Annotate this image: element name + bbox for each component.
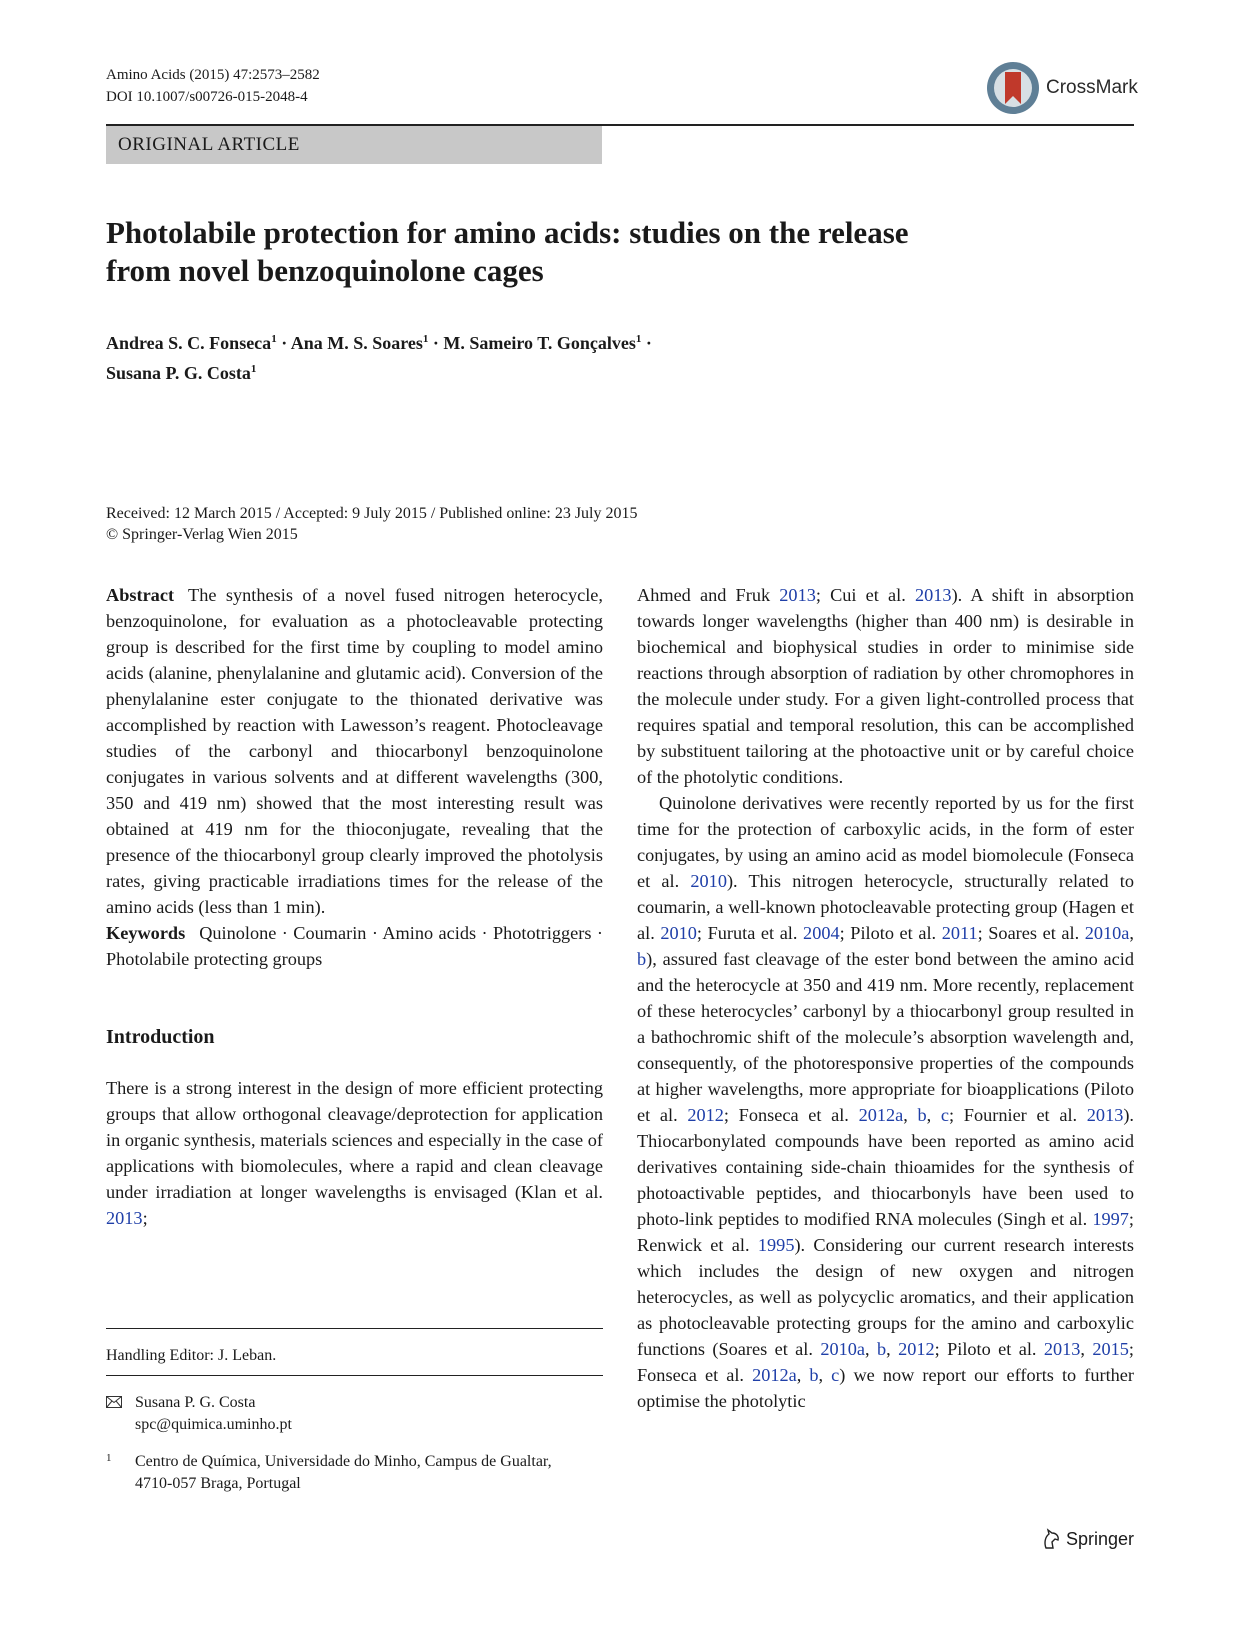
intro-paragraph-2 xyxy=(637,790,1134,1414)
body-text: , xyxy=(865,1339,877,1359)
citation-link[interactable]: 1997 xyxy=(1092,1209,1129,1229)
author-3[interactable]: M. Sameiro T. Gonçalves xyxy=(443,333,636,353)
affiliation-text: Centro de Química, Universidade do Minho, Campus de Gualtar, 4710-057 Braga, Portugal xyxy=(135,1453,552,1492)
crossmark-label: CrossMark xyxy=(1046,77,1138,98)
body-text: ), assured fast cleavage of the ester bond between the amino acid and the heterocycle at 350 and 419 nm. More recently, replacement of these heterocycles’ carbonyl by a thiocarbonyl group resulted in a bathochromic shift of the molecule’s absorption wavelength and, consequently, of the photoresponsive properties of the compounds at higher wavelengths, more appropriate for bioapplications (Piloto et al. xyxy=(637,949,1134,1125)
intro-text: ; xyxy=(142,1208,148,1228)
envelope-icon xyxy=(106,1396,122,1408)
author-4[interactable]: Susana P. G. Costa xyxy=(106,363,251,383)
abstract-text: The synthesis of a novel fused nitrogen heterocycle, benzoquinolone, for evaluation as a photocleavable protecting group is described for the first time by coupling to model amino acids (alanine, phenylalanine and glutamic acid). Conversion of the phenylalanine ester conjugate to the thionated derivative was accomplished by reaction with Lawesson’s reagent. Photocleavage studies of the carbonyl and thiocarbonyl benzoquinolone conjugates in various solvents and at different wavelengths (300, 350 and 419 nm) showed that the most interesting result was obtained at 419 nm for the thioconjugate, revealing that the presence of the thiocarbonyl group clearly improved the photolysis rates, giving practicable irradiations times for the release of the amino acids (less than 1 min). xyxy=(106,585,603,917)
intro-paragraph-1-cont xyxy=(637,582,1134,790)
author-list xyxy=(106,326,926,386)
citation-link[interactable]: 2013 xyxy=(779,585,816,605)
citation-link[interactable]: 2012 xyxy=(687,1105,724,1125)
crossmark-icon xyxy=(985,60,1041,116)
affil-mark: 1 xyxy=(422,333,429,345)
affil-mark: 1 xyxy=(271,333,277,345)
footnote-rule xyxy=(106,1375,603,1376)
citation-link[interactable]: 2010 xyxy=(660,923,697,943)
title-line-1: Photolabile protection for amino acids: studies on the release xyxy=(106,215,909,250)
intro-text: There is a strong interest in the design of more efficient protecting groups that allow orthogonal cleavage/deprotection for application in organic synthesis, materials sciences and especially in the case of applications with biomolecules, where a rapid and clean cleavage under irradiation at longer wavelengths is envisaged (Klan et al. xyxy=(106,1078,603,1202)
citation-link[interactable]: 2004 xyxy=(803,923,840,943)
publisher-name: Springer xyxy=(1066,1529,1135,1549)
body-text: ; Furuta et al. xyxy=(696,923,804,943)
body-text: , xyxy=(1129,923,1134,943)
title-line-2: from novel benzoquinolone cages xyxy=(106,253,544,288)
corresponding-email[interactable]: spc@quimica.uminho.pt xyxy=(135,1416,292,1433)
citation-link[interactable]: 2013 xyxy=(1086,1105,1124,1125)
journal-line: Amino Acids (2015) 47:2573–2582 xyxy=(106,67,320,83)
footnote-rule-top xyxy=(106,1328,603,1329)
citation-link[interactable]: c xyxy=(831,1365,840,1385)
body-text: ). A shift in absorption towards longer wavelengths (higher than 400 nm) is desirable in biochemical and biophysical studies in order to minimise side reactions through absorption of radiation by other chromophores in the molecule under study. For a given light-controlled process that requires spatial and temporal resolution, this can be accomplished by substituent tailoring at the photoactive unit or by careful choice of the photolytic conditions. xyxy=(637,585,1134,787)
author-2[interactable]: Ana M. S. Soares xyxy=(290,333,423,353)
body-text: , xyxy=(1080,1339,1093,1359)
body-text: ). Considering our current research interests which includes the design of new oxygen and nitrogen heterocycles, as well as polycyclic aromatics, and their application as photocleavable protecting groups for the amino and carboxylic functions (Soares et al. xyxy=(637,1235,1134,1359)
citation-link[interactable]: b xyxy=(809,1365,819,1385)
body-text: , xyxy=(903,1105,918,1125)
body-text: ; Fonseca et al. xyxy=(723,1105,859,1125)
body-text: , xyxy=(796,1365,810,1385)
intro-paragraph-1 xyxy=(106,1075,603,1231)
citation-link[interactable]: 2010 xyxy=(690,871,727,891)
citation-link[interactable]: 1995 xyxy=(757,1235,795,1255)
citation-link[interactable]: 2012a xyxy=(858,1105,904,1125)
body-text: ; Fonseca et al. xyxy=(637,1339,1135,1385)
body-text: , xyxy=(818,1365,832,1385)
citation-link[interactable]: 2011 xyxy=(941,923,978,943)
citation-link[interactable]: b xyxy=(917,1105,927,1125)
author-1[interactable]: Andrea S. C. Fonseca xyxy=(106,333,272,353)
handling-editor: Handling Editor: J. Leban. xyxy=(106,1347,277,1364)
body-text: , xyxy=(926,1105,941,1125)
body-text: ) we now report our efforts to further optimise the photolytic xyxy=(637,1365,1134,1411)
body-text: ; Cui et al. xyxy=(815,585,915,605)
body-text: ). This nitrogen heterocycle, structurally related to coumarin, a well-known photocleavable protecting group (Hagen et al. xyxy=(637,871,1134,943)
citation-link[interactable]: 2015 xyxy=(1092,1339,1129,1359)
citation-link[interactable]: c xyxy=(940,1105,950,1125)
body-text: ; Piloto et al. xyxy=(839,923,942,943)
citation-link[interactable]: 2013 xyxy=(106,1208,143,1228)
article-type-banner: ORIGINAL ARTICLE xyxy=(106,126,602,164)
citation-link[interactable]: 2012a xyxy=(752,1365,797,1385)
body-text: ; Soares et al. xyxy=(977,923,1085,943)
copyright-line: © Springer-Verlag Wien 2015 xyxy=(106,526,298,543)
crossmark-badge[interactable] xyxy=(985,60,1138,122)
doi[interactable]: DOI 10.1007/s00726-015-2048-4 xyxy=(106,89,308,105)
body-text: , xyxy=(886,1339,899,1359)
author-separator: · xyxy=(276,333,291,353)
body-text: Ahmed and Fruk xyxy=(637,585,780,605)
author-separator: · xyxy=(428,333,444,353)
journal-citation xyxy=(106,64,320,108)
article-title xyxy=(106,214,1026,290)
citation-link[interactable]: b xyxy=(876,1339,887,1359)
corresponding-name: Susana P. G. Costa xyxy=(135,1394,256,1411)
body-text: ). Thiocarbonylated compounds have been reported as amino acid derivatives containing side-chain thioamides for the synthesis of photoactivable peptides, and thiocarbonyls have been used to photo-link peptides to modified RNA molecules (Singh et al. xyxy=(637,1105,1135,1229)
keywords xyxy=(106,920,603,972)
right-column xyxy=(637,582,1134,1414)
body-text: ; Piloto et al. xyxy=(934,1339,1044,1359)
author-separator: · xyxy=(641,333,652,353)
section-heading-introduction: Introduction xyxy=(106,1026,215,1048)
citation-link[interactable]: b xyxy=(637,949,647,969)
citation-link[interactable]: 2013 xyxy=(915,585,952,605)
citation-link[interactable]: 2010a xyxy=(820,1339,866,1359)
affiliation-number: 1 xyxy=(106,1452,112,1464)
publication-dates xyxy=(106,503,637,545)
body-text: ; Renwick et al. xyxy=(637,1209,1134,1255)
springer-horse-icon xyxy=(1040,1528,1062,1550)
body-text: ; Fournier et al. xyxy=(949,1105,1087,1125)
citation-link[interactable]: 2013 xyxy=(1043,1339,1081,1359)
citation-link[interactable]: 2010a xyxy=(1084,923,1130,943)
affil-mark: 1 xyxy=(635,333,642,345)
left-column xyxy=(106,582,603,1231)
history-line: Received: 12 March 2015 / Accepted: 9 July 2015 / Published online: 23 July 2015 xyxy=(106,505,638,522)
citation-link[interactable]: 2012 xyxy=(898,1339,935,1359)
affil-mark: 1 xyxy=(250,363,257,375)
keywords-text: Quinolone · Coumarin · Amino acids · Phototriggers · Photolabile protecting groups xyxy=(106,923,603,969)
keywords-label: Keywords xyxy=(106,923,186,943)
body-text: Quinolone derivatives were recently reported by us for the first time for the protection of carboxylic acids, in the form of ester conjugates, by using an amino acid as model biomolecule (Fonseca et al. xyxy=(637,793,1134,891)
abstract-label: Abstract xyxy=(106,585,175,605)
abstract xyxy=(106,582,603,920)
